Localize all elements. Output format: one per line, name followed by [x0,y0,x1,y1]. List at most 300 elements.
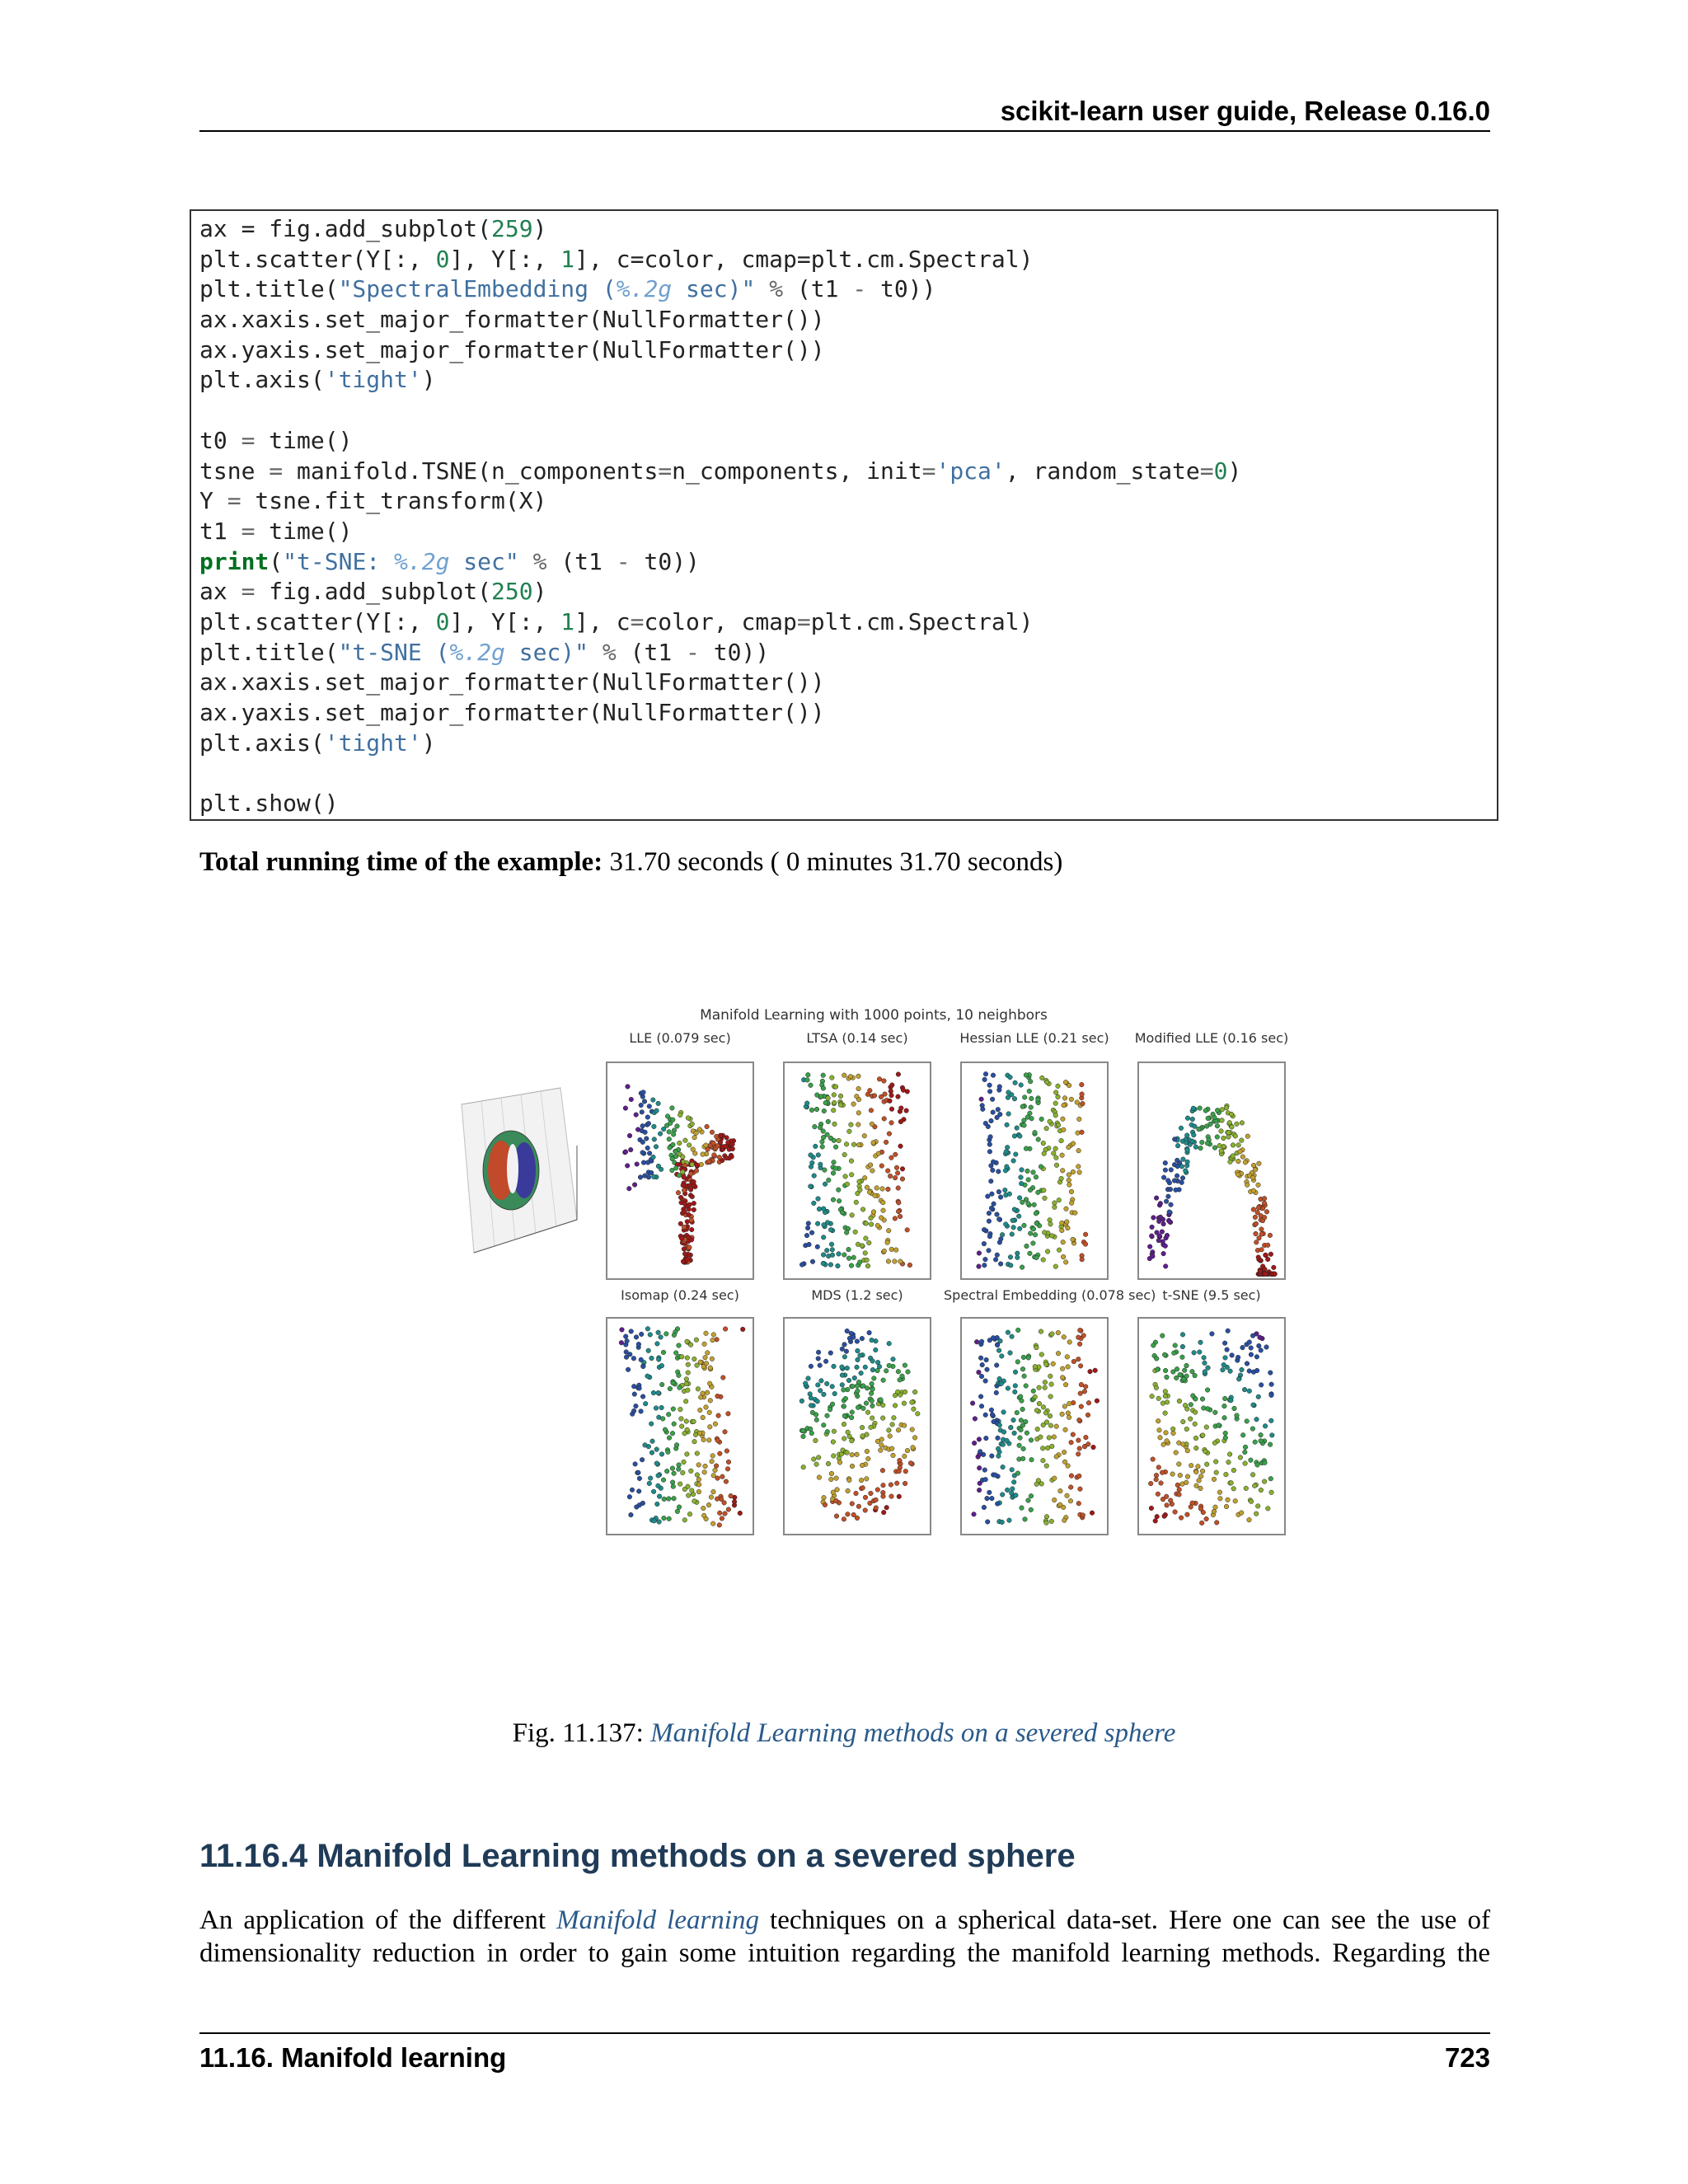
scatter-point [997,1422,1002,1427]
scatter-point [898,1119,903,1124]
scatter-point [682,1175,687,1180]
scatter-panel [606,1317,754,1535]
scatter-point [1024,1073,1029,1078]
scatter-point [1227,1452,1232,1457]
code-token: ], c [574,607,631,635]
scatter-point [1000,1493,1005,1497]
scatter-point [991,1168,996,1173]
scatter-point [1067,1145,1071,1150]
scatter-point [849,1159,854,1164]
scatter-point [856,1405,860,1410]
scatter-point [1193,1422,1198,1427]
scatter-point [1048,1423,1053,1428]
scatter-point [1022,1095,1027,1100]
scatter-point [1029,1096,1034,1101]
scatter-point [671,1484,676,1489]
scatter-point [701,1506,706,1511]
scatter-point [1259,1432,1264,1437]
scatter-point [1067,1340,1072,1345]
scatter-point [885,1169,890,1174]
scatter-point [1148,1481,1153,1486]
scatter-point [666,1450,671,1455]
scatter-point [656,1474,661,1479]
scatter-point [1240,1367,1245,1372]
scatter-point [1028,1231,1033,1236]
scatter-point [702,1342,707,1347]
scatter-point [1190,1369,1195,1374]
scatter-point [845,1451,850,1455]
scatter-point [848,1075,853,1080]
scatter-point [886,1228,891,1233]
scatter-point [816,1153,821,1158]
scatter-point [896,1427,901,1432]
code-line [199,668,1497,698]
scatter-point [631,1384,636,1389]
scatter-point [1067,1083,1071,1088]
scatter-point [692,1135,697,1140]
scatter-point [690,1122,695,1127]
scatter-point [692,1179,696,1184]
scatter-point [1069,1440,1074,1445]
scatter-point [1067,1173,1071,1178]
scatter-point [809,1083,814,1088]
scatter-point [682,1487,687,1492]
scatter-point [667,1516,672,1521]
scatter-point [1253,1440,1258,1445]
scatter-point [1226,1131,1231,1136]
scatter-point [654,1406,659,1411]
scatter-point [1172,1137,1177,1142]
scatter-point [1257,1343,1262,1348]
scatter-point [1077,1117,1082,1122]
scatter-point [989,1179,994,1183]
code-token: n_components, init [672,457,922,485]
scatter-point [888,1174,893,1179]
scatter-point [687,1511,692,1516]
scatter-point [1181,1419,1186,1424]
code-token: plt.axis( [199,729,325,757]
scatter-point [1154,1385,1159,1390]
scatter-point [840,1365,845,1370]
scatter-point [1156,1418,1160,1423]
scatter-point [627,1494,632,1499]
scatter-point [730,1146,735,1151]
scatter-point [1265,1257,1270,1262]
scatter-point [715,1497,720,1502]
scatter-point [1079,1404,1084,1409]
scatter-point [1059,1176,1064,1181]
scatter-point [1200,1469,1205,1474]
scatter-point [869,1108,874,1113]
scatter-point [1190,1117,1195,1122]
scatter-point [1095,1399,1100,1404]
scatter-point [678,1221,683,1226]
scatter-point [637,1476,642,1481]
scatter-point [1079,1382,1084,1387]
code-token: ax.xaxis.set_major_formatter(NullFormatter()) [199,668,825,696]
scatter-point [655,1342,660,1347]
code-token: , random_state [1005,457,1200,485]
panel-title: Hessian LLE (0.21 sec) [959,1030,1109,1046]
scatter-point [1011,1418,1016,1422]
scatter-point [866,1456,871,1461]
scatter-point [1077,1342,1082,1347]
scatter-point [865,1263,870,1268]
scatter-point [884,1140,889,1145]
scatter-point [849,1173,854,1178]
scatter-point [1245,1361,1250,1366]
scatter-point [710,1130,715,1135]
scatter-point [1015,1410,1020,1415]
scatter-point [726,1460,731,1465]
manifold-learning-link[interactable]: Manifold learning [556,1905,759,1935]
scatter-point [1254,1221,1259,1226]
scatter-point [1212,1509,1217,1514]
scatter-point [1031,1170,1036,1175]
scatter-point [643,1443,648,1448]
scatter-point [675,1124,680,1129]
scatter-point [834,1514,839,1519]
scatter-point [847,1336,852,1341]
scatter-point [987,1150,992,1155]
scatter-point [979,1404,984,1408]
scatter-point [646,1121,651,1126]
scatter-point [1249,1352,1254,1357]
panel-title: LTSA (0.14 sec) [806,1030,908,1046]
scatter-plot [785,1319,930,1534]
scatter-point [989,1206,994,1211]
scatter-point [901,1088,906,1093]
scatter-point [1273,1272,1278,1277]
scatter-point [1080,1130,1085,1135]
code-line [199,789,1497,819]
code-token: sec)" [672,275,756,303]
scatter-point [856,1357,860,1362]
scatter-point [703,1464,708,1469]
scatter-point [889,1093,894,1098]
scatter-point [1006,1090,1011,1095]
scatter-point [1054,1163,1059,1168]
scatter-point [846,1256,851,1261]
scatter-point [996,1107,1001,1112]
scatter-point [1033,1364,1038,1369]
scatter-point [801,1434,806,1439]
scatter-point [1259,1383,1264,1388]
scatter-point [865,1477,870,1482]
scatter-point [1259,1227,1264,1232]
code-token: (t1 [616,638,687,666]
scatter-point [1163,1160,1168,1165]
scatter-point [870,1169,875,1174]
scatter-point [706,1351,710,1356]
code-token: 'tight' [324,366,422,394]
code-token: plt.title( [199,275,339,303]
scatter-point [1156,1367,1160,1372]
scatter-point [989,1164,994,1169]
scatter-point [854,1200,859,1205]
scatter-point [1080,1082,1085,1087]
scatter-point [903,1454,907,1459]
scatter-point [814,1438,818,1443]
scatter-point [1193,1373,1198,1378]
scatter-point [829,1471,834,1476]
scatter-point [1054,1155,1059,1160]
scatter-point [1161,1251,1166,1256]
scatter-point [1194,1469,1199,1474]
scatter-point [1229,1398,1234,1403]
scatter-point [1254,1355,1259,1360]
scatter-point [1217,1490,1222,1495]
scatter-point [810,1410,815,1415]
scatter-point [1024,1384,1029,1389]
scatter-point [654,1145,659,1150]
scatter-point [706,1160,711,1165]
scatter-point [1163,1411,1168,1416]
scatter-point [1160,1470,1165,1475]
scatter-point [983,1413,988,1418]
scatter-point [710,1338,715,1343]
scatter-point [1034,1345,1039,1350]
scatter-point [813,1124,818,1129]
scatter-point [1075,1100,1080,1105]
panel-title: Spectral Embedding (0.078 sec) [944,1287,1156,1303]
scatter-point [677,1343,682,1348]
scatter-point [1197,1479,1202,1483]
scatter-point [995,1343,1000,1347]
scatter-point [1236,1172,1240,1177]
scatter-point [801,1465,806,1469]
scatter-point [842,1152,847,1157]
scatter-point [1025,1115,1030,1120]
scatter-point [678,1482,682,1487]
scatter-point [1083,1232,1088,1237]
scatter-point [1175,1143,1180,1148]
panel-title: LLE (0.079 sec) [629,1030,731,1046]
scatter-point [879,1216,884,1221]
scatter-point [721,1376,726,1380]
scatter-panel [1137,1062,1286,1280]
scatter-point [1086,1400,1091,1405]
scatter-point [1029,1507,1034,1512]
scatter-point [1160,1230,1165,1235]
scatter-point [1230,1353,1235,1358]
scatter-point [1015,1360,1020,1365]
scatter-point [685,1427,690,1432]
scatter-point [1020,1265,1025,1270]
scatter-point [1048,1413,1053,1418]
code-token: ax.yaxis.set_major_formatter(NullFormatter()) [199,699,825,726]
scatter-point [1061,1254,1066,1259]
scatter-point [1183,1403,1188,1408]
scatter-point [686,1362,691,1367]
scatter-point [821,1086,826,1091]
scatter-point [822,1108,827,1113]
caption-link[interactable]: Manifold Learning methods on a severed sphere [650,1718,1176,1748]
panel-title: Isomap (0.24 sec) [621,1287,739,1303]
scatter-point [1213,1460,1218,1465]
scatter-point [1034,1482,1039,1487]
scatter-point [1185,1512,1190,1517]
scatter-point [645,1115,650,1120]
scatter-point [850,1502,855,1507]
scatter-point [1076,1501,1081,1506]
code-token: 0 [1213,457,1228,485]
scatter-point [812,1457,817,1462]
scatter-point [1157,1428,1162,1433]
code-token: manifold.TSNE(n_components [283,457,659,485]
scatter-point [806,1221,811,1226]
scatter-point [656,1390,661,1395]
scatter-point [803,1381,808,1386]
scatter-point [1181,1442,1186,1447]
scatter-point [868,1088,873,1093]
code-line [199,698,1497,729]
scatter-point [675,1509,680,1514]
scatter-point [855,1452,860,1457]
scatter-point [840,1373,845,1378]
code-token: ) [532,578,547,606]
scatter-point [674,1443,679,1448]
scatter-point [1029,1457,1034,1462]
scatter-point [1258,1335,1263,1340]
scatter-point [715,1476,720,1481]
scatter-point [1048,1119,1053,1124]
scatter-point [682,1202,687,1207]
scatter-point [819,1379,824,1384]
scatter-point [1018,1436,1023,1441]
scatter-point [1080,1092,1085,1097]
scatter-point [997,1085,1002,1090]
scatter-point [1182,1368,1187,1373]
scatter-point [694,1169,699,1174]
scatter-point [682,1210,687,1215]
scatter-point [711,1474,716,1479]
scatter-point [1048,1374,1053,1379]
scatter-point [832,1093,837,1098]
code-token: % [769,275,784,303]
scatter-point [1082,1390,1087,1394]
figure-suptitle: Manifold Learning with 1000 points, 10 neighbors [700,1007,1048,1024]
scatter-point [870,1122,874,1127]
scatter-point [882,1079,887,1084]
scatter-point [1071,1400,1076,1405]
scatter-point [889,1483,893,1488]
code-token: - [852,275,867,303]
scatter-point [1177,1441,1182,1446]
scatter-point [867,1330,872,1335]
scatter-point [912,1436,917,1441]
scatter-point [1259,1348,1264,1353]
scatter-point [831,1440,836,1445]
scatter-point [905,1228,910,1233]
code-token: = [921,457,936,485]
scatter-point [826,1096,831,1101]
scatter-point [837,1188,842,1193]
code-block [190,209,1498,821]
scatter-point [651,1155,656,1160]
scatter-point [873,1193,878,1198]
scatter-point [828,1351,833,1356]
scatter-point [1081,1333,1086,1338]
scatter-point [687,1245,692,1250]
scatter-panel [1137,1317,1286,1535]
scatter-point [1083,1242,1088,1247]
code-token: ) [1227,457,1242,485]
scatter-point [1250,1427,1255,1432]
scatter-point [692,1207,696,1212]
scatter-point [1053,1146,1058,1151]
scatter-point [688,1188,693,1193]
scatter-point [831,1490,836,1495]
code-token: ], Y[:, [449,245,561,273]
scatter-point [1062,1460,1067,1465]
scatter-point [1064,1207,1069,1212]
scatter-point [1057,1248,1062,1253]
scatter-point [885,1240,890,1245]
scatter-point [856,1242,860,1247]
scatter-point [679,1236,684,1241]
scatter-point [1200,1140,1205,1145]
caption-prefix: Fig. 11.137: [512,1718,651,1748]
scatter-point [702,1470,707,1475]
scatter-point [804,1233,809,1238]
scatter-point [682,1247,687,1252]
scatter-point [896,1186,901,1191]
scatter-point [708,1425,713,1430]
scatter-point [869,1216,874,1221]
scatter-point [808,1392,813,1397]
scatter-point [1060,1228,1065,1233]
scatter-point [1039,1482,1044,1487]
scatter-point [682,1460,687,1465]
scatter-panel [960,1062,1109,1280]
scatter-point [1077,1474,1082,1479]
scatter-point [696,1387,701,1392]
scatter-point [881,1494,886,1499]
scatter-point [1053,1205,1057,1210]
scatter-point [1020,1200,1025,1205]
scatter-point [806,1376,811,1381]
scatter-point [846,1430,851,1435]
code-token: %.2g [616,275,673,303]
scatter-point [1073,1211,1078,1216]
scatter-point [679,1417,684,1422]
scatter-point [815,1244,820,1249]
scatter-point [911,1446,916,1451]
code-line [199,365,1497,396]
scatter-point [1240,1155,1245,1160]
scatter-point [629,1329,634,1334]
scatter-point [874,1506,879,1511]
scatter-point [1076,1165,1081,1169]
paragraph-text-after-link: techniques on a spherical data-set. Here one can see the use of [758,1905,1490,1935]
scatter-point [1262,1215,1267,1220]
scatter-point [989,1408,994,1413]
scatter-point [900,1374,905,1379]
scatter-point [814,1418,819,1422]
code-token: (t1 [546,547,617,575]
scatter-point [1213,1410,1218,1415]
scatter-point [1220,1108,1225,1113]
code-line [199,305,1497,335]
scatter-point [632,1183,637,1188]
scatter-point [1045,1446,1050,1451]
scatter-point [1093,1368,1098,1373]
scatter-point [892,1416,897,1421]
scatter-point [884,1369,889,1374]
scatter-point [1247,1340,1252,1345]
scatter-point [991,1073,996,1078]
